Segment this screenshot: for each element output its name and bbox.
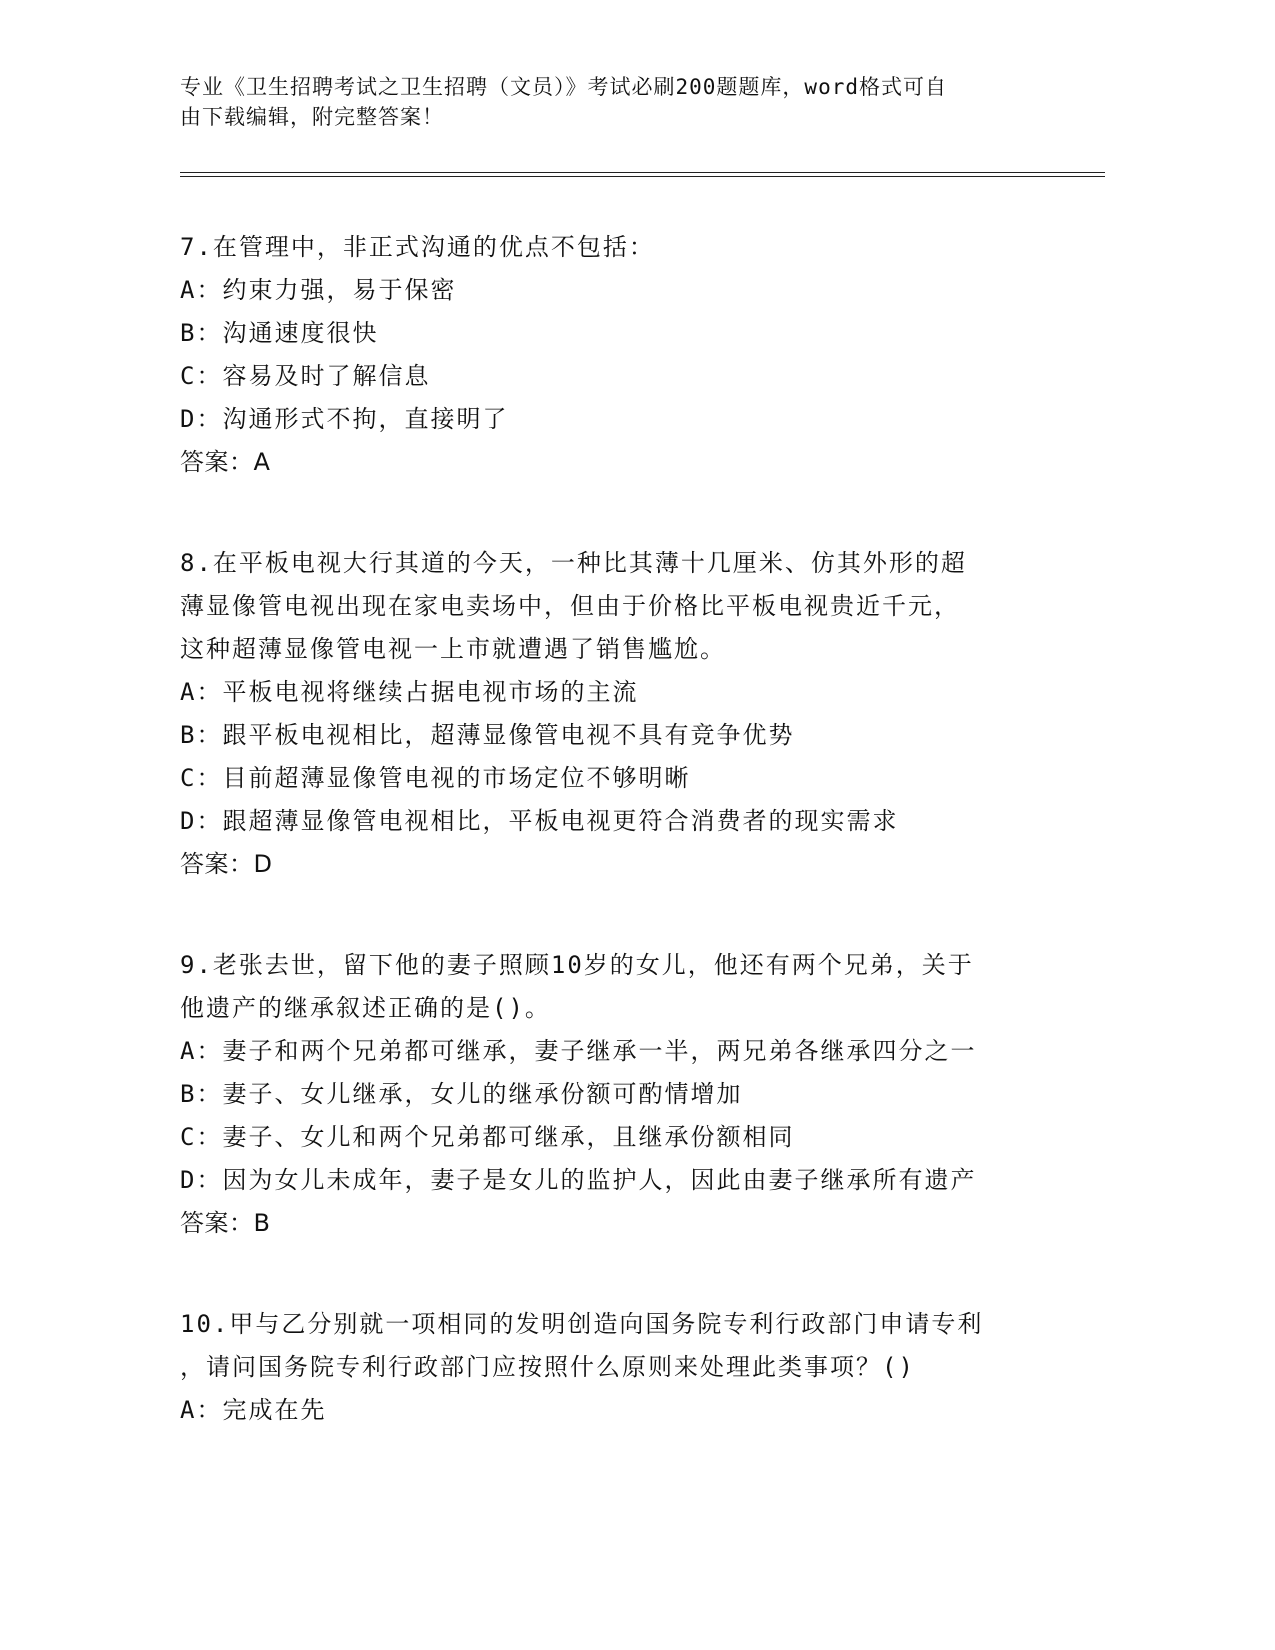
question-list (180, 226, 1050, 1490)
header-line-2: 由下载编辑，附完整答案！ (180, 105, 444, 129)
question-stem-line-2: ，请问国务院专利行政部门应按照什么原则来处理此类事项？() (180, 1353, 915, 1381)
option-c: C：容易及时了解信息 (180, 362, 431, 390)
question-stem-line-2: 薄显像管电视出现在家电卖场中，但由于价格比平板电视贵近千元， (180, 592, 960, 620)
option-b: B：跟平板电视相比，超薄显像管电视不具有竞争优势 (180, 721, 795, 749)
question-8 (180, 542, 1050, 886)
question-9 (180, 944, 1050, 1245)
question-stem-line-1: 9.老张去世，留下他的妻子照顾10岁的女儿，他还有两个兄弟，关于 (180, 951, 974, 979)
question-stem: 7.在管理中，非正式沟通的优点不包括： (180, 233, 655, 261)
option-d: D：因为女儿未成年，妻子是女儿的监护人，因此由妻子继承所有遗产 (180, 1166, 977, 1194)
answer-label: 答案：B (180, 1209, 271, 1237)
option-b: B：沟通速度很快 (180, 319, 379, 347)
question-stem-line-1: 8.在平板电视大行其道的今天，一种比其薄十几厘米、仿其外形的超 (180, 549, 967, 577)
option-a: A：平板电视将继续占据电视市场的主流 (180, 678, 639, 706)
question-stem-line-2: 他遗产的继承叙述正确的是()。 (180, 994, 551, 1022)
option-b: B：妻子、女儿继承，女儿的继承份额可酌情增加 (180, 1080, 743, 1108)
option-d: D：跟超薄显像管电视相比，平板电视更符合消费者的现实需求 (180, 807, 899, 835)
header-divider-bottom (180, 176, 1105, 177)
answer-label: 答案：D (180, 850, 273, 878)
question-stem-line-1: 10.甲与乙分别就一项相同的发明创造向国务院专利行政部门申请专利 (180, 1310, 984, 1338)
answer-label: 答案：A (180, 448, 271, 476)
document-header (180, 72, 1040, 132)
option-a: A：妻子和两个兄弟都可继承，妻子继承一半，两兄弟各继承四分之一 (180, 1037, 977, 1065)
option-c: C：目前超薄显像管电视的市场定位不够明晰 (180, 764, 691, 792)
question-10 (180, 1303, 1050, 1432)
option-c: C：妻子、女儿和两个兄弟都可继承，且继承份额相同 (180, 1123, 795, 1151)
option-d: D：沟通形式不拘，直接明了 (180, 405, 509, 433)
question-7 (180, 226, 1050, 484)
header-line-1: 专业《卫生招聘考试之卫生招聘（文员）》考试必刷200题题库，word格式可自 (180, 75, 947, 99)
question-stem-line-3: 这种超薄显像管电视一上市就遭遇了销售尴尬。 (180, 635, 726, 663)
option-a: A：约束力强，易于保密 (180, 276, 457, 304)
header-divider-top (180, 172, 1105, 173)
option-a: A：完成在先 (180, 1396, 327, 1424)
